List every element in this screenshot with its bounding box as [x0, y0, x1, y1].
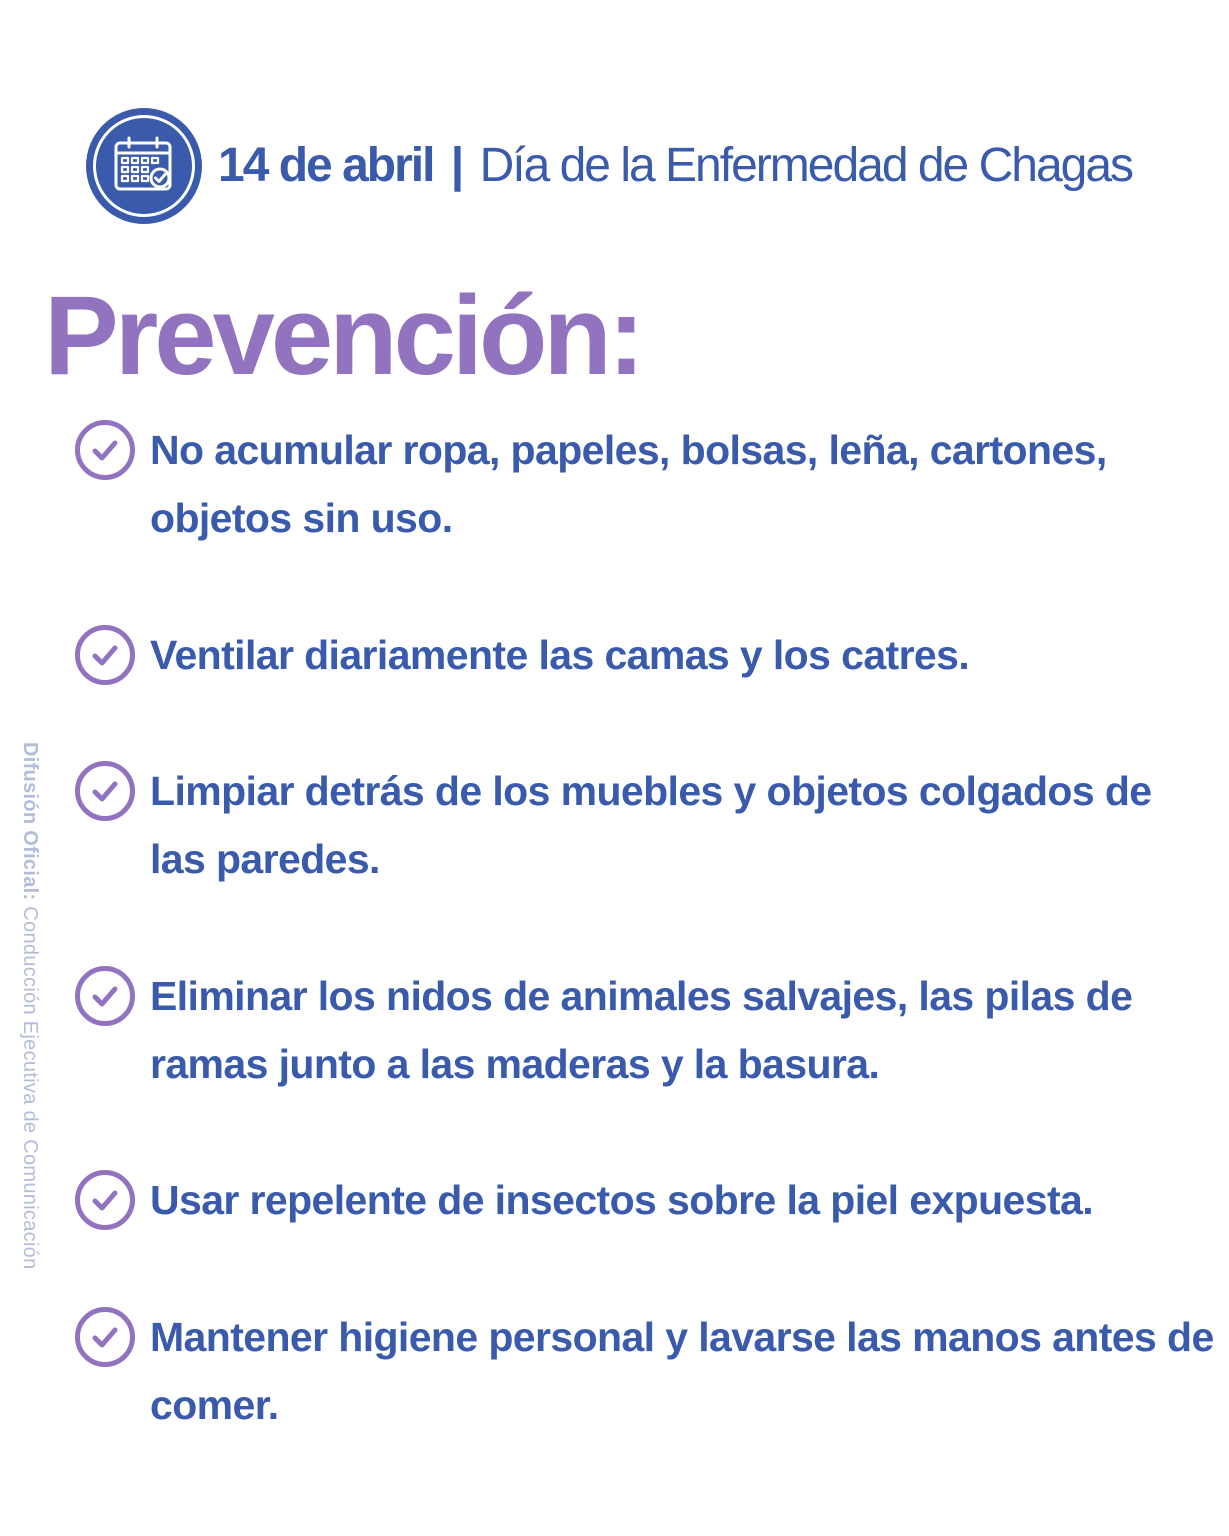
side-credit-value: Conducción Ejecutiva de Comunicación — [19, 900, 41, 1270]
list-item-text: Mantener higiene personal y lavarse las manos antes de comer. — [150, 1314, 1214, 1428]
side-credit — [18, 742, 41, 1270]
list-item-text: Ventilar diariamente las camas y los catres. — [150, 632, 970, 678]
check-circle-icon — [74, 1169, 136, 1231]
list-item-text: Usar repelente de insectos sobre la piel expuesta. — [150, 1177, 1094, 1223]
list-item-text: Limpiar detrás de los muebles y objetos colgados de las paredes. — [150, 768, 1152, 882]
list-item — [74, 419, 1214, 552]
list-item-text: Eliminar los nidos de animales salvajes, las pilas de ramas junto a las maderas y la basura. — [150, 973, 1133, 1087]
list-item — [74, 760, 1214, 893]
header-separator: | — [450, 139, 463, 192]
header — [86, 108, 1132, 224]
header-text — [218, 139, 1133, 192]
check-circle-icon — [74, 419, 136, 481]
check-circle-icon — [74, 1306, 136, 1368]
list-item — [74, 1306, 1214, 1439]
list-item — [74, 965, 1214, 1098]
page-title: Prevención: — [44, 273, 642, 398]
list-item — [74, 624, 1214, 689]
list-item-text: No acumular ropa, papeles, bolsas, leña, cartones, objetos sin uso. — [150, 427, 1107, 541]
header-date: 14 de abril — [218, 139, 434, 192]
check-circle-icon — [74, 965, 136, 1027]
check-circle-icon — [74, 624, 136, 686]
check-circle-icon — [74, 760, 136, 822]
calendar-check-icon — [86, 108, 202, 224]
header-title: Día de la Enfermedad de Chagas — [479, 139, 1133, 192]
list-item — [74, 1169, 1214, 1234]
side-credit-label: Difusión Oficial: — [19, 742, 41, 901]
